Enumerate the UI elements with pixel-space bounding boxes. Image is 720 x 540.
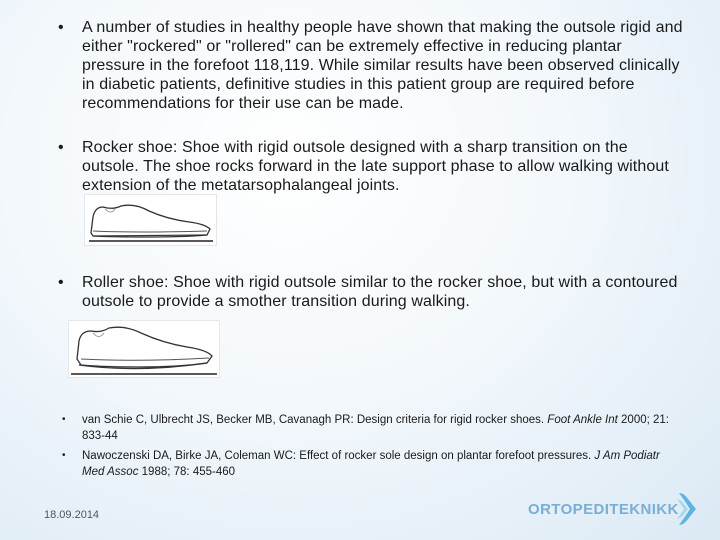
bullet-list — [58, 18, 688, 113]
reference-journal: J Am Podiatr Med Assoc — [82, 450, 660, 478]
reference-journal: Foot Ankle Int — [547, 414, 618, 426]
rocker-shoe-image — [84, 194, 217, 246]
bullet-item — [58, 273, 688, 311]
reference-citation: 1988; 78: 455-460 — [138, 466, 236, 478]
logo-text: ORTOPEDITEKNIKK — [528, 501, 679, 518]
reference-marker: • — [62, 414, 66, 425]
bullet-item — [58, 18, 688, 113]
bullet-text-rocker-shoe: Rocker shoe: Shoe with rigid outsole designed with a sharp transition on the outsole. The shoe rocks forward in the late support phase to allow walking without extension of the metatarsophalangeal joints. — [82, 139, 669, 194]
bullet-text-roller-shoe: Roller shoe: Shoe with rigid outsole similar to the rocker shoe, but with a contoured outsole to provide a smother transition during walking. — [82, 274, 678, 310]
company-logo — [528, 491, 698, 527]
rocker-shoe-drawing — [85, 195, 216, 245]
bullet-marker: • — [58, 19, 64, 36]
reference-item — [58, 448, 678, 480]
reference-authors-title: van Schie C, Ulbrecht JS, Becker MB, Cavanagh PR: Design criteria for rigid rocker shoes. — [82, 414, 548, 426]
reference-text — [82, 448, 678, 480]
reference-marker: • — [62, 450, 66, 461]
roller-shoe-drawing — [69, 321, 219, 377]
reference-item — [58, 412, 678, 444]
reference-list — [58, 412, 678, 484]
bullet-marker: • — [58, 274, 64, 291]
reference-citation: 2000; 21: 833-44 — [82, 414, 669, 442]
bullet-marker: • — [58, 139, 64, 156]
bullet-list — [58, 138, 688, 195]
bullet-item — [58, 138, 688, 195]
footer-date: 18.09.2014 — [44, 509, 100, 521]
reference-authors-title: Nawoczenski DA, Birke JA, Coleman WC: Effect of rocker sole design on plantar forefoot pressures. — [82, 450, 595, 462]
reference-text — [82, 412, 678, 444]
roller-shoe-image — [68, 320, 220, 378]
logo-chevron-icon — [676, 491, 698, 527]
bullet-list — [58, 273, 688, 311]
bullet-text-studies: A number of studies in healthy people have shown that making the outsole rigid and either "rockered" or "rollered" can be extremely effective in reducing plantar pressure in the forefoot 118,119. While similar results have been observed clinically in diabetic patients, definitive studies in this patient group are required before recommendations for their use can be made. — [82, 19, 683, 112]
